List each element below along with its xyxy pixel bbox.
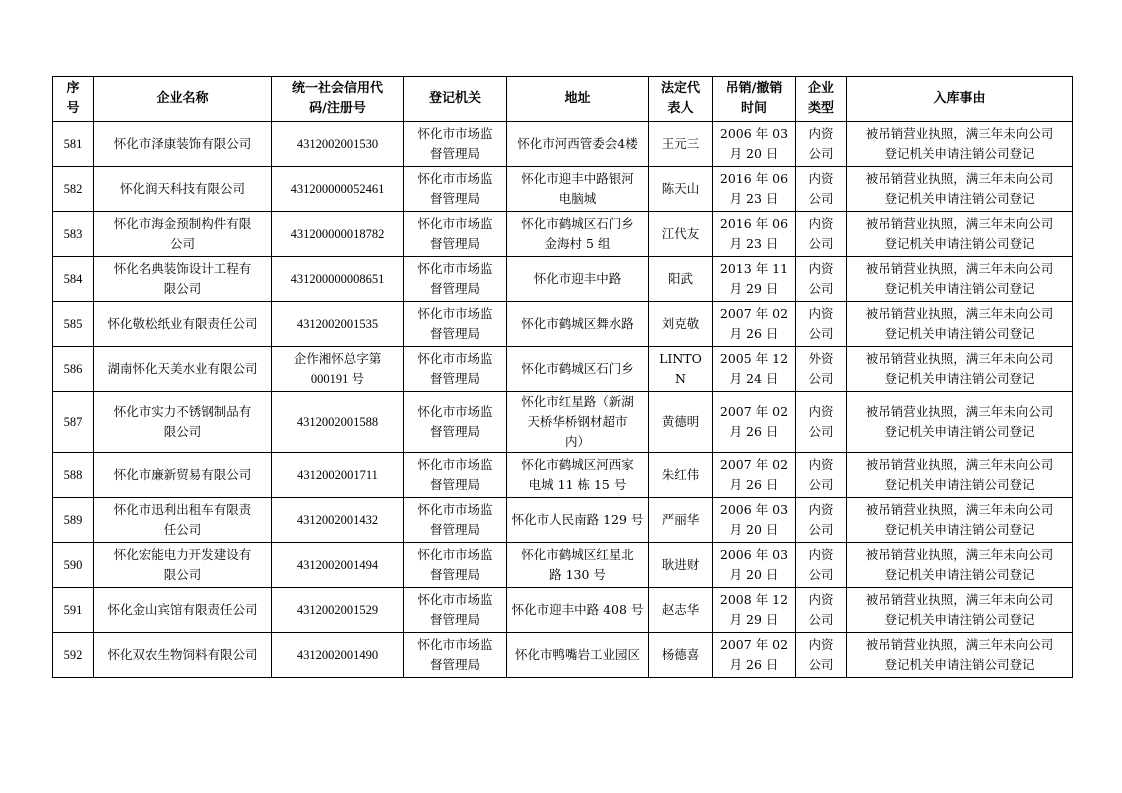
row-authority: 怀化市市场监 督管理局 <box>404 167 507 212</box>
row-credit-code: 4312002001711 <box>272 453 404 498</box>
row-legal-rep: 阳武 <box>649 257 713 302</box>
enterprise-table <box>52 76 1073 678</box>
row-address: 怀化市鹤城区石门乡 <box>507 347 649 392</box>
header-authority: 登记机关 <box>404 77 507 122</box>
header-type: 企业 类型 <box>796 77 847 122</box>
row-authority: 怀化市市场监 督管理局 <box>404 392 507 453</box>
row-legal-rep: 朱红伟 <box>649 453 713 498</box>
row-reason: 被吊销营业执照，满三年未向公司 登记机关申请注销公司登记 <box>847 212 1073 257</box>
table-row <box>53 543 1073 588</box>
row-seq: 583 <box>53 212 94 257</box>
row-reason: 被吊销营业执照，满三年未向公司 登记机关申请注销公司登记 <box>847 122 1073 167</box>
row-reason: 被吊销营业执照，满三年未向公司 登记机关申请注销公司登记 <box>847 167 1073 212</box>
row-authority: 怀化市市场监 督管理局 <box>404 453 507 498</box>
row-revoke-time: 2008 年 12 月 29 日 <box>713 588 796 633</box>
row-company-name: 怀化名典装饰设计工程有 限公司 <box>94 257 272 302</box>
row-company-name: 怀化市实力不锈钢制品有 限公司 <box>94 392 272 453</box>
table-row <box>53 302 1073 347</box>
row-authority: 怀化市市场监 督管理局 <box>404 212 507 257</box>
row-company-name: 怀化宏能电力开发建设有 限公司 <box>94 543 272 588</box>
row-address: 怀化市鹤城区河西家 电城 11 栋 15 号 <box>507 453 649 498</box>
row-seq: 581 <box>53 122 94 167</box>
row-address: 怀化市迎丰中路银河 电脑城 <box>507 167 649 212</box>
row-company-name: 怀化敬松纸业有限责任公司 <box>94 302 272 347</box>
table-row <box>53 633 1073 678</box>
row-seq: 585 <box>53 302 94 347</box>
table-row <box>53 453 1073 498</box>
table-row <box>53 212 1073 257</box>
row-authority: 怀化市市场监 督管理局 <box>404 588 507 633</box>
row-credit-code: 431200000008651 <box>272 257 404 302</box>
row-seq: 591 <box>53 588 94 633</box>
row-revoke-time: 2006 年 03 月 20 日 <box>713 122 796 167</box>
row-legal-rep: 王元三 <box>649 122 713 167</box>
row-reason: 被吊销营业执照，满三年未向公司 登记机关申请注销公司登记 <box>847 257 1073 302</box>
row-seq: 586 <box>53 347 94 392</box>
row-company-name: 湖南怀化天美水业有限公司 <box>94 347 272 392</box>
header-revoke-time: 吊销/撤销 时间 <box>713 77 796 122</box>
row-legal-rep: 赵志华 <box>649 588 713 633</box>
row-reason: 被吊销营业执照，满三年未向公司 登记机关申请注销公司登记 <box>847 392 1073 453</box>
row-legal-rep: 黄德明 <box>649 392 713 453</box>
header-reason: 入库事由 <box>847 77 1073 122</box>
row-revoke-time: 2016 年 06 月 23 日 <box>713 167 796 212</box>
row-authority: 怀化市市场监 督管理局 <box>404 543 507 588</box>
row-credit-code: 4312002001588 <box>272 392 404 453</box>
row-authority: 怀化市市场监 督管理局 <box>404 498 507 543</box>
row-company-name: 怀化双农生物饲料有限公司 <box>94 633 272 678</box>
row-company-name: 怀化润天科技有限公司 <box>94 167 272 212</box>
row-company-type: 内资 公司 <box>796 302 847 347</box>
row-seq: 588 <box>53 453 94 498</box>
row-legal-rep: LINTO N <box>649 347 713 392</box>
header-seq: 序 号 <box>53 77 94 122</box>
row-address: 怀化市鹤城区石门乡 金海村 5 组 <box>507 212 649 257</box>
row-legal-rep: 耿进财 <box>649 543 713 588</box>
row-company-type: 内资 公司 <box>796 257 847 302</box>
row-legal-rep: 陈天山 <box>649 167 713 212</box>
row-revoke-time: 2013 年 11 月 29 日 <box>713 257 796 302</box>
row-credit-code: 4312002001535 <box>272 302 404 347</box>
row-legal-rep: 江代友 <box>649 212 713 257</box>
row-reason: 被吊销营业执照，满三年未向公司 登记机关申请注销公司登记 <box>847 302 1073 347</box>
row-credit-code: 4312002001530 <box>272 122 404 167</box>
row-company-type: 内资 公司 <box>796 543 847 588</box>
row-revoke-time: 2007 年 02 月 26 日 <box>713 302 796 347</box>
row-revoke-time: 2007 年 02 月 26 日 <box>713 392 796 453</box>
row-company-type: 内资 公司 <box>796 588 847 633</box>
row-credit-code: 4312002001432 <box>272 498 404 543</box>
row-seq: 590 <box>53 543 94 588</box>
row-revoke-time: 2005 年 12 月 24 日 <box>713 347 796 392</box>
row-reason: 被吊销营业执照，满三年未向公司 登记机关申请注销公司登记 <box>847 498 1073 543</box>
header-row <box>53 77 1073 122</box>
row-reason: 被吊销营业执照，满三年未向公司 登记机关申请注销公司登记 <box>847 543 1073 588</box>
row-company-type: 内资 公司 <box>796 122 847 167</box>
row-address: 怀化市红星路（新湖 天桥华桥钢材超市 内） <box>507 392 649 453</box>
row-credit-code: 4312002001490 <box>272 633 404 678</box>
row-seq: 582 <box>53 167 94 212</box>
row-seq: 589 <box>53 498 94 543</box>
row-company-name: 怀化市廉新贸易有限公司 <box>94 453 272 498</box>
row-authority: 怀化市市场监 督管理局 <box>404 347 507 392</box>
row-credit-code: 431200000018782 <box>272 212 404 257</box>
row-credit-code: 4312002001494 <box>272 543 404 588</box>
row-company-name: 怀化市海金预制构件有限 公司 <box>94 212 272 257</box>
row-company-type: 内资 公司 <box>796 633 847 678</box>
row-authority: 怀化市市场监 督管理局 <box>404 633 507 678</box>
header-legal: 法定代 表人 <box>649 77 713 122</box>
row-company-name: 怀化市迅利出租车有限责 任公司 <box>94 498 272 543</box>
row-address: 怀化市鹤城区舞水路 <box>507 302 649 347</box>
row-revoke-time: 2007 年 02 月 26 日 <box>713 453 796 498</box>
row-reason: 被吊销营业执照，满三年未向公司 登记机关申请注销公司登记 <box>847 347 1073 392</box>
header-code: 统一社会信用代 码/注册号 <box>272 77 404 122</box>
row-company-name: 怀化金山宾馆有限责任公司 <box>94 588 272 633</box>
row-credit-code: 4312002001529 <box>272 588 404 633</box>
row-address: 怀化市鹤城区红星北 路 130 号 <box>507 543 649 588</box>
table-row <box>53 588 1073 633</box>
row-address: 怀化市河西管委会4楼 <box>507 122 649 167</box>
row-reason: 被吊销营业执照，满三年未向公司 登记机关申请注销公司登记 <box>847 633 1073 678</box>
row-company-type: 内资 公司 <box>796 498 847 543</box>
row-address: 怀化市鸭嘴岩工业园区 <box>507 633 649 678</box>
row-company-type: 内资 公司 <box>796 212 847 257</box>
row-authority: 怀化市市场监 督管理局 <box>404 257 507 302</box>
row-company-type: 外资 公司 <box>796 347 847 392</box>
row-reason: 被吊销营业执照，满三年未向公司 登记机关申请注销公司登记 <box>847 588 1073 633</box>
row-credit-code: 431200000052461 <box>272 167 404 212</box>
row-authority: 怀化市市场监 督管理局 <box>404 302 507 347</box>
row-revoke-time: 2006 年 03 月 20 日 <box>713 498 796 543</box>
row-legal-rep: 刘克敬 <box>649 302 713 347</box>
row-legal-rep: 严丽华 <box>649 498 713 543</box>
row-revoke-time: 2006 年 03 月 20 日 <box>713 543 796 588</box>
table-row <box>53 392 1073 453</box>
row-company-name: 怀化市泽康装饰有限公司 <box>94 122 272 167</box>
row-address: 怀化市人民南路 129 号 <box>507 498 649 543</box>
row-authority: 怀化市市场监 督管理局 <box>404 122 507 167</box>
header-address: 地址 <box>507 77 649 122</box>
table-row <box>53 257 1073 302</box>
table-row <box>53 122 1073 167</box>
header-name: 企业名称 <box>94 77 272 122</box>
row-address: 怀化市迎丰中路 <box>507 257 649 302</box>
row-address: 怀化市迎丰中路 408 号 <box>507 588 649 633</box>
row-legal-rep: 杨德喜 <box>649 633 713 678</box>
row-seq: 584 <box>53 257 94 302</box>
table-row <box>53 347 1073 392</box>
table-row <box>53 167 1073 212</box>
row-company-type: 内资 公司 <box>796 167 847 212</box>
row-company-type: 内资 公司 <box>796 392 847 453</box>
row-revoke-time: 2007 年 02 月 26 日 <box>713 633 796 678</box>
row-revoke-time: 2016 年 06 月 23 日 <box>713 212 796 257</box>
row-seq: 592 <box>53 633 94 678</box>
row-company-type: 内资 公司 <box>796 453 847 498</box>
row-reason: 被吊销营业执照，满三年未向公司 登记机关申请注销公司登记 <box>847 453 1073 498</box>
row-seq: 587 <box>53 392 94 453</box>
table-row <box>53 498 1073 543</box>
row-credit-code: 企作湘怀总字第 000191 号 <box>272 347 404 392</box>
